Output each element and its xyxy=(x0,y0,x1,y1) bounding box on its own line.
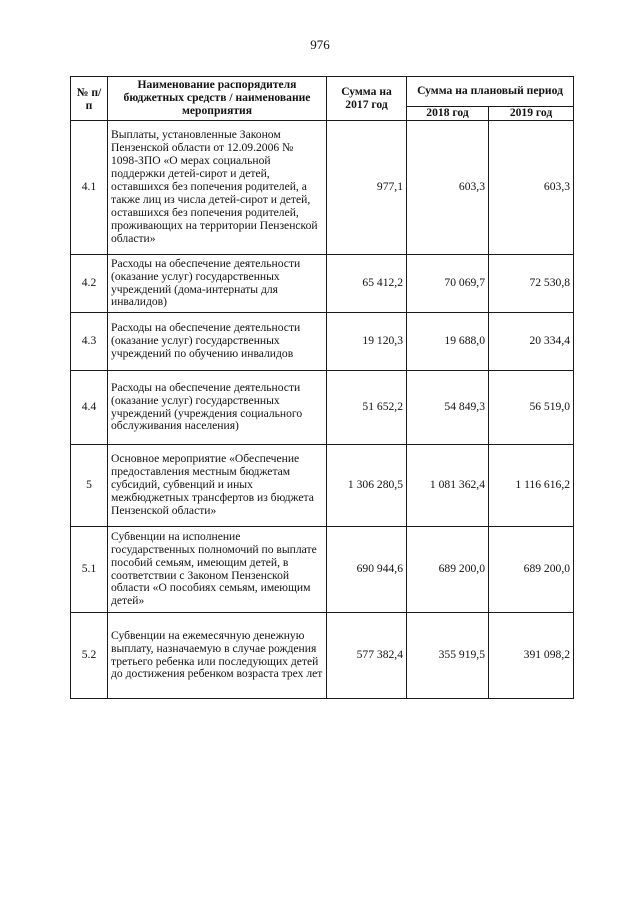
row-value-2017: 977,1 xyxy=(327,121,407,255)
table-row xyxy=(71,527,574,613)
page-number: 976 xyxy=(310,37,330,52)
table-row xyxy=(71,313,574,371)
table-row xyxy=(71,613,574,699)
row-name: Основное мероприятие «Обеспечение предоставления местным бюджетам субсидий, субвенций и иных межбюджетных трансфертов из бюджета Пензенской области» xyxy=(108,445,327,527)
row-value-2019: 1 116 616,2 xyxy=(489,445,574,527)
row-value-2019: 391 098,2 xyxy=(489,613,574,699)
row-name: Расходы на обеспечение деятельности (оказание услуг) государственных учреждений по обучению инвалидов xyxy=(108,313,327,371)
row-number: 4.3 xyxy=(71,313,108,371)
header-num: № п/п xyxy=(71,77,108,121)
row-number: 4.1 xyxy=(71,121,108,255)
row-value-2018: 70 069,7 xyxy=(407,255,489,313)
row-value-2018: 689 200,0 xyxy=(407,527,489,613)
table-row xyxy=(71,121,574,255)
row-value-2019: 603,3 xyxy=(489,121,574,255)
row-value-2018: 603,3 xyxy=(407,121,489,255)
row-value-2019: 689 200,0 xyxy=(489,527,574,613)
budget-table xyxy=(70,76,574,699)
row-value-2019: 20 334,4 xyxy=(489,313,574,371)
row-value-2017: 577 382,4 xyxy=(327,613,407,699)
header-year-2018: 2018 год xyxy=(407,107,489,121)
row-value-2017: 19 120,3 xyxy=(327,313,407,371)
table-row xyxy=(71,371,574,445)
row-number: 5.2 xyxy=(71,613,108,699)
row-name: Расходы на обеспечение деятельности (оказание услуг) государственных учреждений (дома-интернаты для инвалидов) xyxy=(108,255,327,313)
table-row xyxy=(71,255,574,313)
header-sum-planned: Сумма на плановый период xyxy=(407,77,574,107)
row-value-2017: 51 652,2 xyxy=(327,371,407,445)
row-value-2017: 1 306 280,5 xyxy=(327,445,407,527)
row-number: 4.2 xyxy=(71,255,108,313)
row-value-2018: 19 688,0 xyxy=(407,313,489,371)
table-row xyxy=(71,445,574,527)
header-year-2019: 2019 год xyxy=(489,107,574,121)
row-name: Расходы на обеспечение деятельности (оказание услуг) государственных учреждений (учреждения социального обслуживания населения) xyxy=(108,371,327,445)
row-number: 5.1 xyxy=(71,527,108,613)
row-value-2019: 56 519,0 xyxy=(489,371,574,445)
row-name: Субвенции на исполнение государственных полномочий по выплате пособий семьям, имеющим детей, в соответствии с Законом Пензенской области «О пособиях семьям, имеющим детей» xyxy=(108,527,327,613)
row-value-2018: 54 849,3 xyxy=(407,371,489,445)
row-number: 4.4 xyxy=(71,371,108,445)
row-value-2017: 65 412,2 xyxy=(327,255,407,313)
row-value-2018: 355 919,5 xyxy=(407,613,489,699)
row-name: Субвенции на ежемесячную денежную выплату, назначаемую в случае рождения третьего ребенка или последующих детей до достижения ребенком возраста трех лет xyxy=(108,613,327,699)
row-value-2018: 1 081 362,4 xyxy=(407,445,489,527)
row-value-2019: 72 530,8 xyxy=(489,255,574,313)
header-name: Наименование распорядителя бюджетных средств / наименование мероприятия xyxy=(108,77,327,121)
header-row xyxy=(71,77,574,107)
row-value-2017: 690 944,6 xyxy=(327,527,407,613)
row-name: Выплаты, установленные Законом Пензенской области от 12.09.2006 № 1098-ЗПО «О мерах социальной поддержки детей-сирот и детей, оставшихся без попечения родителей, а также лиц из числа детей-сирот и детей, оставшихся без попечения родителей, проживающих на территории Пензенской области» xyxy=(108,121,327,255)
header-sum-2017: Сумма на 2017 год xyxy=(327,77,407,121)
row-number: 5 xyxy=(71,445,108,527)
